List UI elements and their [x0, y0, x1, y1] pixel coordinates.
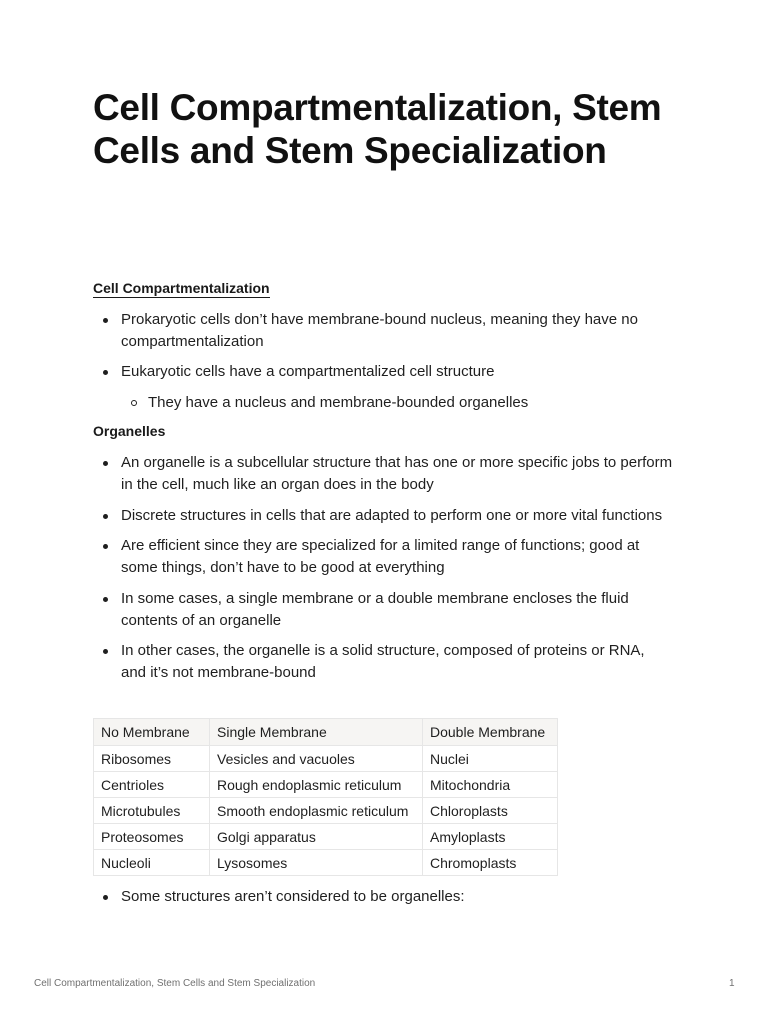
bullet-dot [103, 318, 108, 323]
list-item-text: Discrete structures in cells that are adapted to perform one or more vital functions [121, 507, 663, 524]
organelle-membrane-table [93, 718, 558, 876]
list-item-text: Are efficient since they are specialized for a limited range of functions; good at some things, don’t have to be good at everything [121, 537, 640, 576]
section-heading-cell-compartmentalization: Cell Compartmentalization [93, 280, 270, 296]
list-item [93, 505, 673, 527]
list-item-text: In other cases, the organelle is a solid structure, composed of proteins or RNA, and it’s not membrane-bound [121, 642, 645, 681]
table-cell: Proteosomes [94, 824, 210, 850]
table-cell: Mitochondria [423, 772, 558, 798]
page-number: 1 [729, 978, 735, 989]
bullet-dot [103, 544, 108, 549]
list-item [93, 452, 673, 496]
table-cell: Rough endoplasmic reticulum [210, 772, 423, 798]
list-item [93, 535, 673, 579]
table-cell: Ribosomes [94, 746, 210, 772]
bullet-dot [103, 895, 108, 900]
sub-list-item [93, 392, 673, 414]
table-cell: Chloroplasts [423, 798, 558, 824]
bullet-circle [131, 400, 137, 406]
list-item [93, 886, 673, 908]
table-row [94, 746, 558, 772]
bullet-dot [103, 597, 108, 602]
table-header-row [94, 719, 558, 746]
table-header-cell: Single Membrane [210, 719, 423, 746]
table-cell: Smooth endoplasmic reticulum [210, 798, 423, 824]
table-header-cell: Double Membrane [423, 719, 558, 746]
bullet-list-after-table [93, 886, 673, 908]
table-row [94, 850, 558, 876]
table-row [94, 824, 558, 850]
bullet-list-compartmentalization [93, 309, 673, 414]
list-item-text: An organelle is a subcellular structure that has one or more specific jobs to perform in the cell, much like an organ does in the body [121, 454, 673, 493]
table-row [94, 772, 558, 798]
table-cell: Amyloplasts [423, 824, 558, 850]
bullet-dot [103, 370, 108, 375]
table-cell: Centrioles [94, 772, 210, 798]
table-row [94, 798, 558, 824]
table-cell: Microtubules [94, 798, 210, 824]
list-item-text: Eukaryotic cells have a compartmentalized cell structure [121, 363, 495, 380]
bullet-dot [103, 514, 108, 519]
table-cell: Golgi apparatus [210, 824, 423, 850]
table-cell: Vesicles and vacuoles [210, 746, 423, 772]
table-cell: Nuclei [423, 746, 558, 772]
table-cell: Lysosomes [210, 850, 423, 876]
page-title: Cell Compartmentalization, Stem Cells and Stem Specialization [93, 87, 662, 171]
list-item-text: Some structures aren’t considered to be organelles: [121, 888, 465, 905]
table-header-cell: No Membrane [94, 719, 210, 746]
list-item-text: They have a nucleus and membrane-bounded organelles [148, 394, 529, 411]
bullet-dot [103, 649, 108, 654]
list-item [93, 640, 673, 684]
table-cell: Nucleoli [94, 850, 210, 876]
list-item-text: In some cases, a single membrane or a double membrane encloses the fluid contents of an organelle [121, 590, 629, 629]
table-cell: Chromoplasts [423, 850, 558, 876]
list-item [93, 588, 673, 632]
list-item [93, 361, 673, 383]
bullet-dot [103, 461, 108, 466]
list-item [93, 309, 673, 353]
bullet-list-organelles [93, 452, 673, 684]
section-heading-organelles: Organelles [93, 423, 166, 439]
footer-title: Cell Compartmentalization, Stem Cells and Stem Specialization [34, 978, 316, 989]
list-item-text: Prokaryotic cells don’t have membrane-bound nucleus, meaning they have no compartmentalization [121, 311, 638, 350]
